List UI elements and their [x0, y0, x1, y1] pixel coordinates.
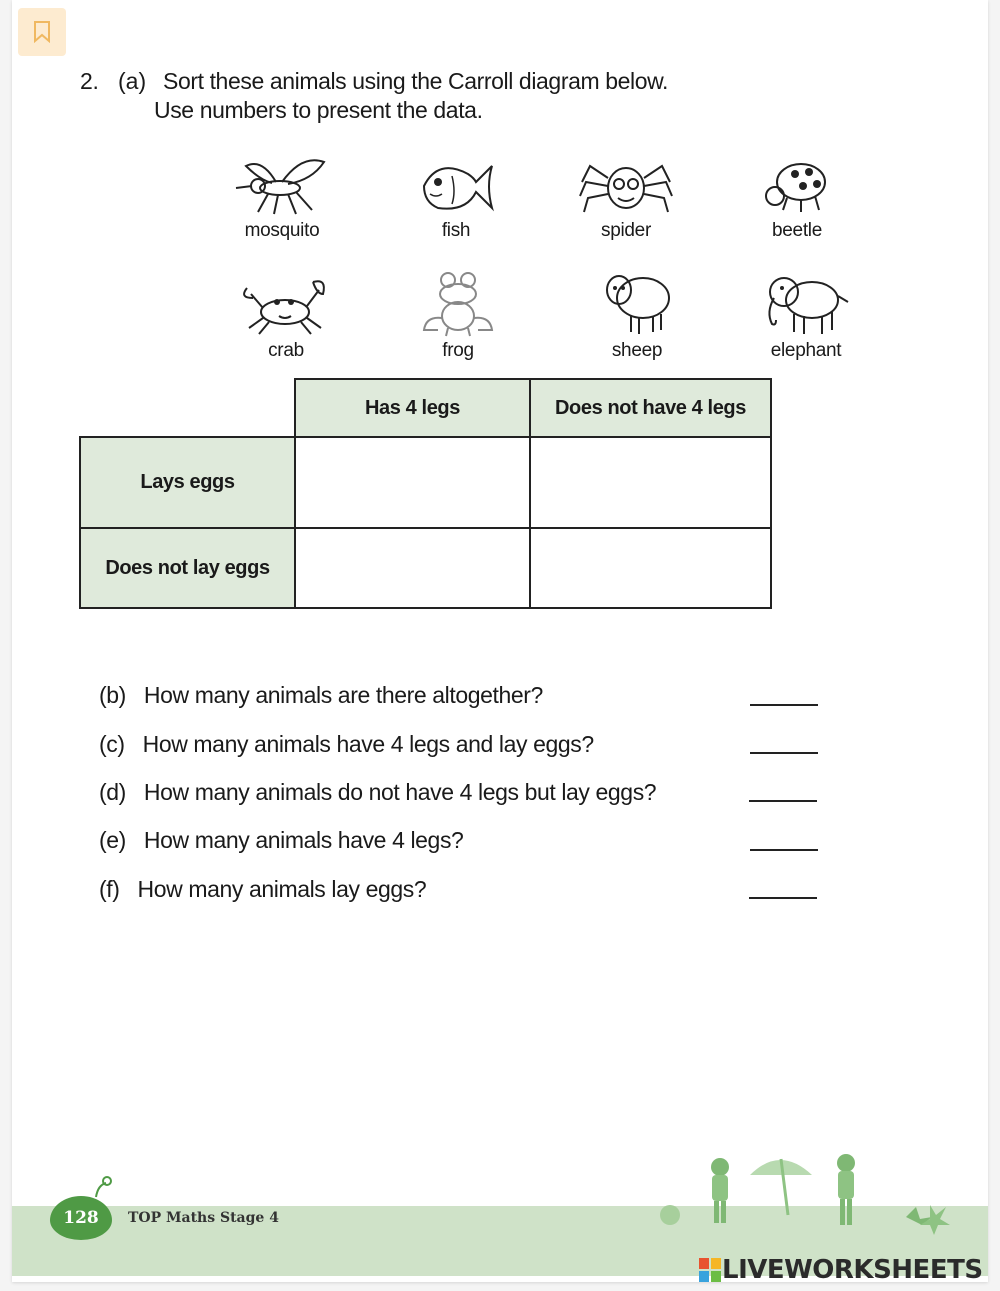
question-e — [99, 827, 463, 854]
beach-kids-illustration-icon — [650, 1145, 970, 1235]
cell-4legs-lays-eggs[interactable] — [295, 437, 530, 528]
animal-label: frog — [442, 340, 474, 361]
animal-label: fish — [441, 220, 471, 241]
question-label: (d) — [99, 779, 126, 805]
animal-crab — [226, 268, 346, 362]
animal-frog — [398, 268, 518, 362]
table-corner — [80, 379, 295, 437]
row-header-lays-eggs: Lays eggs — [80, 437, 295, 528]
row-header-no-eggs: Does not lay eggs — [80, 528, 295, 608]
animal-label: beetle — [772, 220, 822, 241]
column-header-has-4-legs: Has 4 legs — [295, 379, 530, 437]
liveworksheets-logo[interactable] — [698, 1255, 983, 1285]
animal-beetle — [737, 152, 857, 242]
liveworksheets-logo-icon — [698, 1257, 722, 1283]
answer-field-c[interactable] — [750, 752, 818, 754]
answer-field-d[interactable] — [749, 800, 817, 802]
animal-mosquito — [222, 152, 342, 242]
page-number-badge: 128 — [50, 1196, 112, 1240]
animal-fish — [396, 152, 516, 242]
crab-icon — [241, 268, 331, 338]
cell-not4legs-no-eggs[interactable] — [530, 528, 771, 608]
question-c — [99, 731, 594, 758]
question-d — [99, 779, 656, 806]
column-header-not-4-legs: Does not have 4 legs — [530, 379, 771, 437]
question-number: 2. — [80, 68, 99, 94]
answer-field-f[interactable] — [749, 897, 817, 899]
question-b — [99, 682, 543, 709]
sheep-icon — [597, 268, 677, 338]
bookmark-icon — [33, 21, 51, 43]
question-label: (b) — [99, 682, 126, 708]
bookmark-button[interactable] — [18, 8, 66, 56]
question-label: (f) — [99, 876, 120, 902]
mosquito-icon — [232, 152, 332, 218]
frog-icon — [418, 268, 498, 338]
question-text: How many animals have 4 legs? — [143, 827, 464, 853]
animal-label: spider — [601, 220, 651, 241]
question-part-a: (a) — [118, 68, 147, 94]
animal-label: sheep — [611, 340, 663, 361]
question-label: (c) — [99, 731, 125, 757]
question-f — [99, 876, 426, 903]
question-line-2: Use numbers to present the data. — [154, 97, 483, 123]
cell-4legs-no-eggs[interactable] — [295, 528, 530, 608]
carroll-diagram — [79, 378, 772, 609]
animal-label: crab — [268, 340, 304, 361]
brand-name: LIVEWORKSHEETS — [722, 1255, 983, 1285]
animal-label: elephant — [770, 340, 842, 361]
cell-not4legs-lays-eggs[interactable] — [530, 437, 771, 528]
question-text: How many animals lay eggs? — [137, 876, 427, 902]
question-text: How many animals have 4 legs and lay eggs? — [142, 731, 594, 757]
fish-icon — [416, 152, 496, 218]
question-text: How many animals do not have 4 legs but lay eggs? — [143, 779, 657, 805]
beetle-icon — [757, 152, 837, 218]
animal-elephant — [746, 268, 866, 362]
animal-sheep — [577, 268, 697, 362]
answer-field-b[interactable] — [750, 704, 818, 706]
question-line-1: Sort these animals using the Carroll diagram below. — [163, 68, 669, 94]
book-title: TOP Maths Stage 4 — [128, 1210, 279, 1226]
elephant-icon — [758, 268, 854, 338]
question-text: How many animals are there altogether? — [143, 682, 543, 708]
leaf-sprout-icon — [92, 1175, 116, 1199]
question-label: (e) — [99, 827, 126, 853]
animal-spider — [566, 152, 686, 242]
animal-label: mosquito — [244, 220, 320, 241]
answer-field-e[interactable] — [750, 849, 818, 851]
spider-icon — [576, 152, 676, 218]
